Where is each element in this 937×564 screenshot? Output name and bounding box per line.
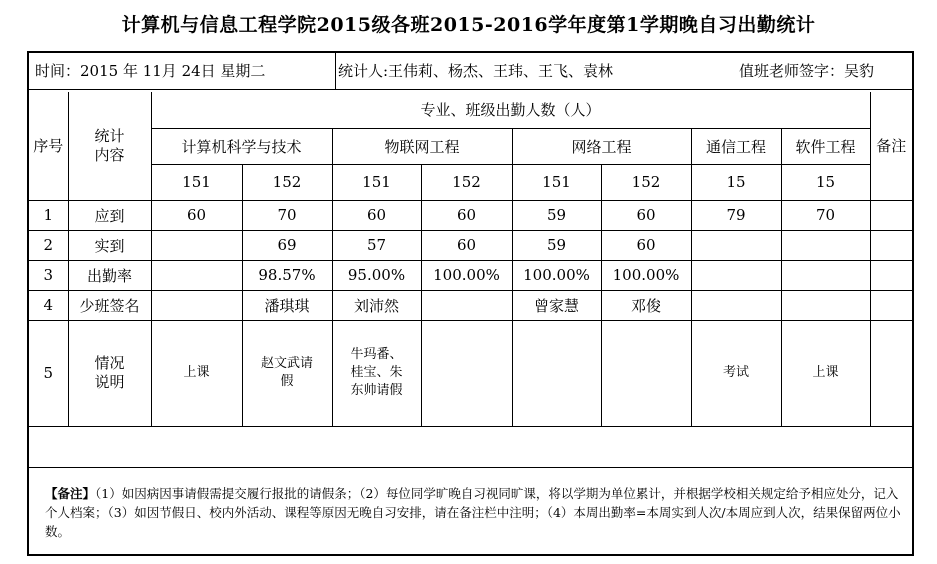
data-cell: 59	[512, 200, 601, 230]
data-cell: 98.57%	[242, 260, 332, 290]
counters-field: 统计人:王伟莉、杨杰、王玮、王飞、袁林	[338, 62, 614, 80]
data-cell: 59	[512, 230, 601, 260]
class-cell: 152	[242, 164, 332, 200]
data-cell: 刘沛然	[332, 290, 421, 320]
data-cell: 60	[421, 230, 512, 260]
data-cell	[781, 290, 870, 320]
data-cell: 70	[242, 200, 332, 230]
class-cell: 152	[421, 164, 512, 200]
data-cell: 赵文武请 假	[242, 320, 332, 426]
row-label: 情况 说明	[68, 320, 151, 426]
row-number: 5	[29, 320, 68, 426]
class-cell: 151	[151, 164, 242, 200]
data-cell: 60	[601, 200, 691, 230]
row-label: 出勤率	[68, 260, 151, 290]
data-cell: 100.00%	[601, 260, 691, 290]
table-row	[29, 260, 912, 290]
row-number: 4	[29, 290, 68, 320]
data-cell	[151, 230, 242, 260]
remark-cell	[870, 200, 912, 230]
note-section	[29, 467, 912, 554]
class-cell: 15	[781, 164, 870, 200]
row-label: 实到	[68, 230, 151, 260]
major-network: 网络工程	[512, 128, 691, 164]
data-cell: 57	[332, 230, 421, 260]
major-comm: 通信工程	[691, 128, 781, 164]
data-cell: 60	[151, 200, 242, 230]
data-cell	[151, 260, 242, 290]
remark-cell	[870, 320, 912, 426]
data-cell: 潘琪琪	[242, 290, 332, 320]
table-row	[29, 320, 912, 426]
data-cell	[512, 320, 601, 426]
table-row	[29, 230, 912, 260]
data-cell: 79	[691, 200, 781, 230]
remark-cell	[870, 260, 912, 290]
data-cell	[601, 320, 691, 426]
table-row	[29, 200, 912, 230]
data-cell: 95.00%	[332, 260, 421, 290]
data-cell: 60	[332, 200, 421, 230]
data-cell: 100.00%	[512, 260, 601, 290]
data-cell: 上课	[781, 320, 870, 426]
major-iot: 物联网工程	[332, 128, 512, 164]
class-cell: 15	[691, 164, 781, 200]
note-label: 【备注】	[45, 486, 96, 501]
major-software: 软件工程	[781, 128, 870, 164]
data-cell: 邓俊	[601, 290, 691, 320]
row-number: 1	[29, 200, 68, 230]
data-cell: 上课	[151, 320, 242, 426]
data-cell	[781, 260, 870, 290]
remark-cell	[870, 230, 912, 260]
data-cell	[421, 290, 512, 320]
attendance-table	[29, 92, 912, 427]
header-seq: 序号	[29, 92, 68, 200]
row-label: 应到	[68, 200, 151, 230]
header-content: 统计 内容	[68, 92, 151, 200]
data-cell: 牛玛番、 桂宝、朱 东帅请假	[332, 320, 421, 426]
date-field: 时间：2015 年 11月 24日 星期二	[35, 62, 266, 80]
data-cell	[691, 230, 781, 260]
note-text: （1）如因病因事请假需提交履行报批的请假条；（2）每位同学旷晚自习视同旷课，将以学期为单位累计，并根据学校相关规定给予相应处分，记入个人档案；（3）如因节假日、校内外活动、课程等原因无晚自习安排，请在备注栏中注明；（4）本周出勤率=本周实到人次/本周应到人次，结果保留两位小数。	[45, 486, 901, 539]
table-row	[29, 290, 912, 320]
teacher-sign-field: 值班老师签字：吴豹	[739, 62, 875, 80]
class-cell: 151	[332, 164, 421, 200]
header-group: 专业、班级出勤人数（人）	[151, 92, 870, 128]
data-cell: 考试	[691, 320, 781, 426]
data-cell: 60	[421, 200, 512, 230]
data-cell	[691, 260, 781, 290]
header-remark: 备注	[870, 92, 912, 200]
row-number: 3	[29, 260, 68, 290]
data-cell	[421, 320, 512, 426]
info-bar	[29, 53, 912, 90]
page-title: 计算机与信息工程学院2015级各班2015-2016学年度第1学期晚自习出勤统计	[121, 14, 816, 36]
class-cell: 151	[512, 164, 601, 200]
data-cell: 100.00%	[421, 260, 512, 290]
data-cell: 70	[781, 200, 870, 230]
data-cell: 曾家慧	[512, 290, 601, 320]
attendance-sheet	[27, 51, 914, 556]
info-divider	[335, 53, 336, 89]
row-number: 2	[29, 230, 68, 260]
data-cell	[781, 230, 870, 260]
data-cell	[691, 290, 781, 320]
data-cell	[151, 290, 242, 320]
data-cell: 60	[601, 230, 691, 260]
data-cell: 69	[242, 230, 332, 260]
class-cell: 152	[601, 164, 691, 200]
row-label: 少班签名	[68, 290, 151, 320]
remark-cell	[870, 290, 912, 320]
major-cs: 计算机科学与技术	[151, 128, 332, 164]
